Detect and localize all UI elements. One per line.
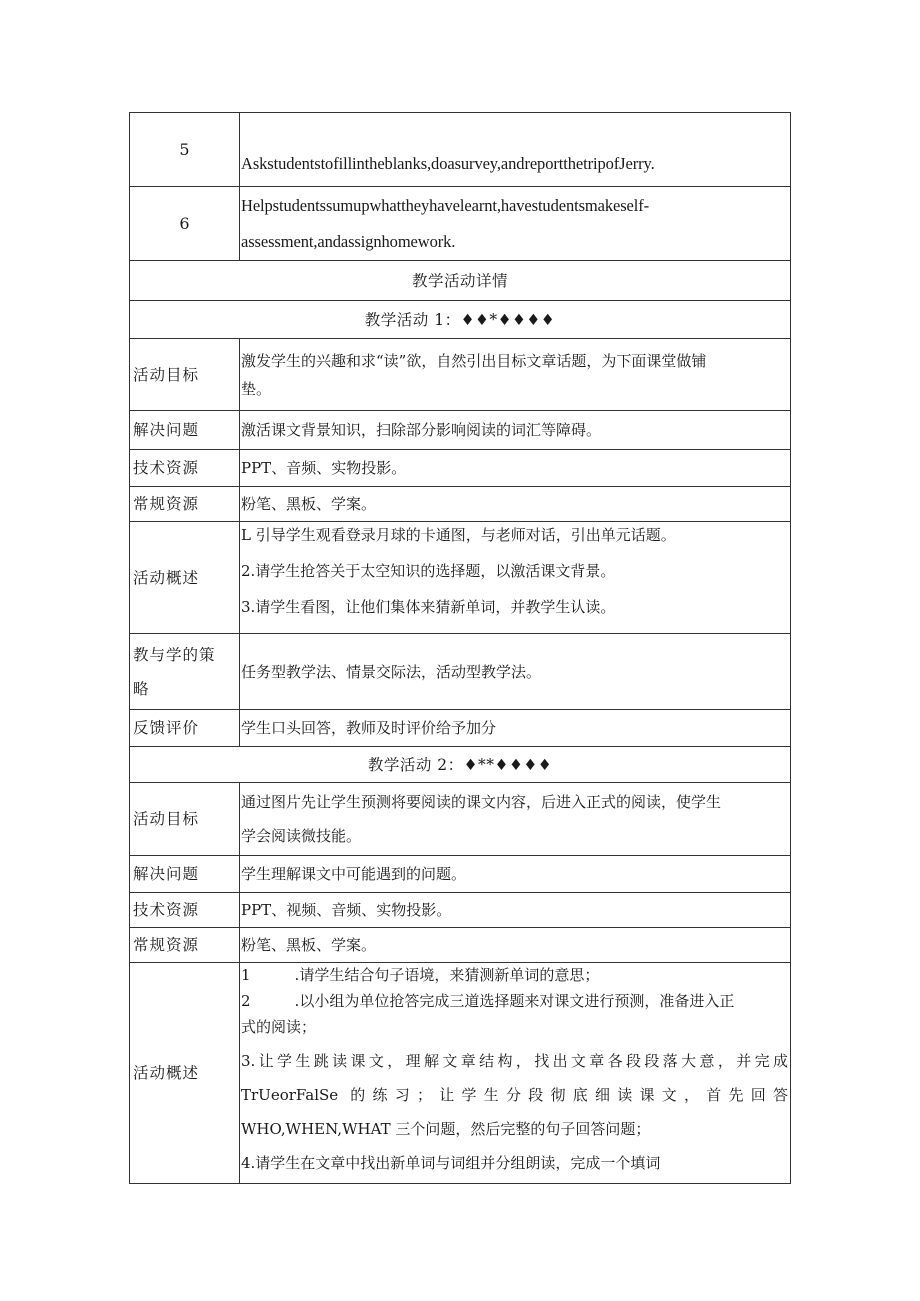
overview-content [240, 963, 791, 1184]
section-title: 教学活动详情 [130, 261, 791, 301]
activity1-feedback-row [130, 710, 791, 747]
overview-label: 活动概述 [130, 963, 240, 1184]
activity1-regular-row [130, 487, 791, 522]
tech-label: 技术资源 [130, 450, 240, 487]
activity2-overview-row [130, 963, 791, 1184]
item-number: 1 [241, 966, 251, 984]
lesson-plan-table [129, 112, 791, 1184]
overview-item-4: 4.请学生在文章中找出新单词与词组并分组朗读，完成一个填词 [241, 1154, 661, 1172]
overview-item-2-cont: 式的阅读； [241, 1018, 317, 1036]
overview-content [240, 522, 791, 634]
feedback-content: 学生口头回答，教师及时评价给予加分 [240, 710, 791, 747]
step-number: 5 [130, 113, 240, 187]
problem-label: 解决问题 [130, 856, 240, 893]
overview-item-1 [241, 965, 788, 985]
strategy-label [130, 634, 240, 710]
section-header-row [130, 261, 791, 301]
activity2-tech-row [130, 893, 791, 928]
overview-item-3-line: WHO,WHEN,WHAT 三个问题，然后完整的句子回答问题； [241, 1120, 651, 1138]
overview-line: L 引导学生观看登录月球的卡通图，与老师对话，引出单元话题。 [241, 526, 676, 544]
activity2-header-row [130, 747, 791, 783]
strategy-label-line: 略 [133, 679, 150, 698]
activity1-header-row [130, 301, 791, 339]
overview-item-3-line: TrUeorFalSe 的练习；让学生分段彻底细读课文，首先回答 [241, 1086, 788, 1104]
activity1-overview-row [130, 522, 791, 634]
overview-line: 2.请学生抢答关于太空知识的选择题，以激活课文背景。 [241, 562, 616, 580]
regular-label: 常规资源 [130, 928, 240, 963]
goal-content [240, 339, 791, 411]
activity1-problem-row [130, 411, 791, 450]
step-text: Askstudentstofillintheblanks,doasurvey,andreportthetripofJerry. [240, 113, 791, 187]
activity2-title: 教学活动 2：♦**♦♦♦♦ [130, 747, 791, 783]
activity1-title: 教学活动 1：♦♦*♦♦♦♦ [130, 301, 791, 339]
item-text: .以小组为单位抢答完成三道选择题来对课文进行预测，准备进入正 [294, 992, 735, 1010]
tech-label: 技术资源 [130, 893, 240, 928]
goal-content [240, 783, 791, 856]
activity1-goal-row [130, 339, 791, 411]
step-text [240, 187, 791, 261]
goal-label: 活动目标 [130, 339, 240, 411]
step-row-6 [130, 187, 791, 261]
goal-line: 通过图片先让学生预测将要阅读的课文内容，后进入正式的阅读，使学生 [241, 793, 722, 811]
activity2-problem-row [130, 856, 791, 893]
overview-label: 活动概述 [130, 522, 240, 634]
problem-label: 解决问题 [130, 411, 240, 450]
activity1-strategy-row [130, 634, 791, 710]
activity2-goal-row [130, 783, 791, 856]
activity1-tech-row [130, 450, 791, 487]
step-text-line: assessment,andassignhomework. [241, 231, 456, 251]
feedback-label: 反馈评价 [130, 710, 240, 747]
step-row-5 [130, 113, 791, 187]
step-number: 6 [130, 187, 240, 261]
strategy-label-line: 教与学的策 [133, 645, 216, 664]
overview-item-2 [241, 991, 788, 1011]
overview-item-3-line: 3.让学生跳读课文，理解文章结构，找出文章各段段落大意，并完成 [241, 1052, 788, 1070]
goal-line: 激发学生的兴趣和求“读”欲，自然引出目标文章话题，为下面课堂做铺 [241, 351, 707, 370]
problem-content: 学生理解课文中可能遇到的问题。 [240, 856, 791, 893]
regular-content: 粉笔、黑板、学案。 [240, 928, 791, 963]
tech-content: PPT、音频、实物投影。 [240, 450, 791, 487]
overview-line: 3.请学生看图，让他们集体来猜新单词，并教学生认读。 [241, 598, 616, 616]
regular-label: 常规资源 [130, 487, 240, 522]
regular-content: 粉笔、黑板、学案。 [240, 487, 791, 522]
goal-line: 学会阅读微技能。 [241, 827, 362, 845]
strategy-content: 任务型教学法、情景交际法，活动型教学法。 [240, 634, 791, 710]
problem-content: 激活课文背景知识，扫除部分影响阅读的词汇等障碍。 [240, 411, 791, 450]
tech-content: PPT、视频、音频、实物投影。 [240, 893, 791, 928]
activity2-regular-row [130, 928, 791, 963]
item-text: .请学生结合句子语境，来猜测新单词的意思； [294, 966, 600, 984]
item-number: 2 [241, 992, 251, 1010]
step-text-line: Helpstudentssumupwhattheyhavelearnt,havestudentsmakeself- [241, 195, 650, 215]
goal-label: 活动目标 [130, 783, 240, 856]
goal-line: 垫。 [241, 379, 272, 398]
